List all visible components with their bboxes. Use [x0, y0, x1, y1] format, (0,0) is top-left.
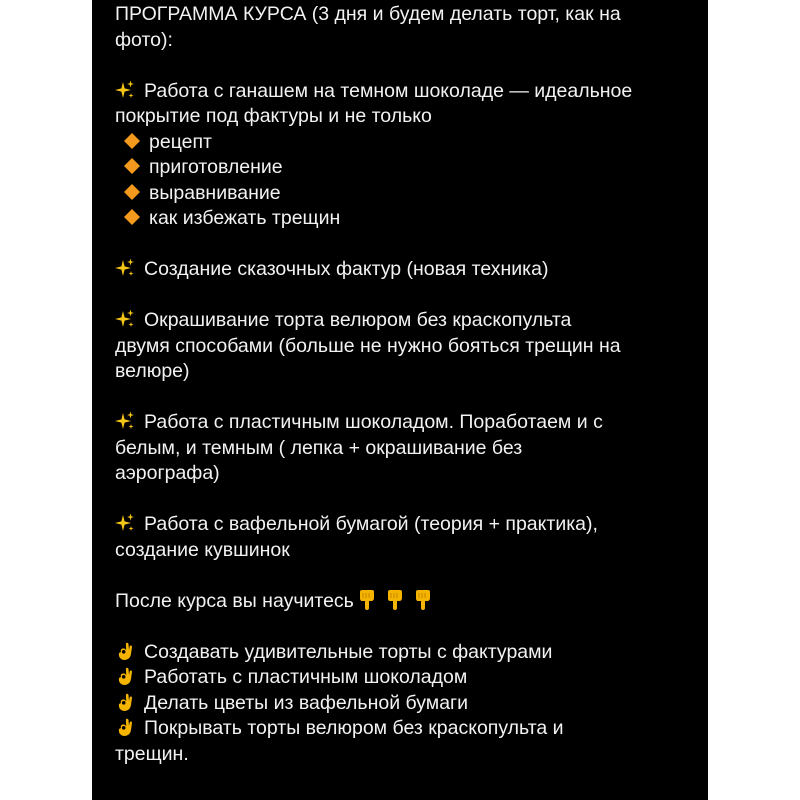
outcome-tail: трещин. — [115, 742, 189, 765]
section-1-bullet: выравнивание — [115, 181, 708, 207]
heading-line-1: ПРОГРАММА КУРСА (3 дня и будем делать торт, как на — [115, 3, 621, 25]
orange-diamond-icon — [122, 207, 142, 227]
section-5-title: Работа с вафельной бумагой (теория + практика), — [115, 512, 708, 538]
orange-diamond-icon — [122, 131, 142, 151]
outcome-item: Покрывать торты велюром без краскопульта и — [115, 716, 708, 742]
section-5-line-2: создание кувшинок — [115, 538, 290, 561]
orange-diamond-icon — [122, 182, 142, 202]
ok-hand-icon — [115, 692, 135, 712]
outcome-item: Работать с пластичным шоколадом — [115, 665, 708, 691]
backhand-index-pointing-down-icon — [386, 589, 404, 611]
course-program-panel — [92, 0, 708, 800]
ok-hand-icon — [115, 641, 135, 661]
sparkles-icon — [115, 258, 135, 278]
section-4-line-3: аэрографа) — [115, 462, 220, 484]
orange-diamond-icon — [122, 156, 142, 176]
section-4-line-2: белым, и темным ( лепка + окрашивание без — [115, 436, 523, 459]
section-1-bullet: как избежать трещин — [115, 206, 708, 232]
section-3-line-3: велюре) — [115, 360, 190, 382]
sparkles-icon — [115, 513, 135, 533]
section-1-line-2: покрытие под фактуры и не только — [115, 105, 432, 127]
after-course-line: После курса вы научитесь — [115, 589, 708, 615]
section-3-line-2: двумя способами (больше не нужно бояться трещин на — [115, 334, 621, 357]
sparkles-icon — [115, 309, 135, 329]
section-1-title: Работа с ганашем на темном шоколаде — идеальное — [115, 79, 708, 105]
backhand-index-pointing-down-icon — [414, 589, 432, 611]
section-1-bullet: рецепт — [115, 130, 708, 156]
section-1-bullet: приготовление — [115, 155, 708, 181]
outcome-item: Создавать удивительные торты с фактурами — [115, 640, 708, 666]
ok-hand-icon — [115, 717, 135, 737]
section-2-title: Создание сказочных фактур (новая техника) — [115, 257, 708, 283]
outcome-item: Делать цветы из вафельной бумаги — [115, 691, 708, 717]
sparkles-icon — [115, 411, 135, 431]
section-3-title: Окрашивание торта велюром без краскопульта — [115, 308, 708, 334]
sparkles-icon — [115, 80, 135, 100]
backhand-index-pointing-down-icon — [358, 589, 376, 611]
heading-line-2: фото): — [115, 28, 173, 51]
ok-hand-icon — [115, 666, 135, 686]
section-4-title: Работа с пластичным шоколадом. Поработаем и с — [115, 410, 708, 436]
